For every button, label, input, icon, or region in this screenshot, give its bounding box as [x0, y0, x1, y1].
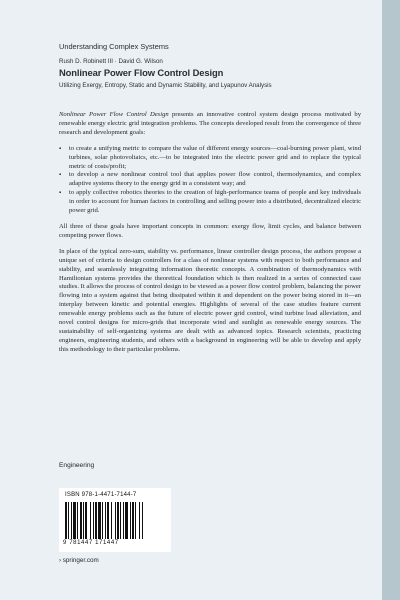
spine-strip — [382, 0, 400, 600]
book-title: Nonlinear Power Flow Control Design — [59, 67, 224, 78]
discipline-label: Engineering — [59, 462, 95, 469]
book-subtitle: Utilizing Exergy, Entropy, Static and Dynamic Stability, and Lyapunov Analysis — [59, 82, 272, 89]
author-line: Rush D. Robinett III · David G. Wilson — [59, 58, 163, 65]
blurb — [59, 111, 361, 362]
goal-item: ▪ to develop a new nonlinear control tool that applies power flow control, thermodynamics, and complex adaptive systems theory to the energy grid in a consistent way; and — [59, 171, 361, 189]
goals-list — [59, 145, 361, 216]
goal-item: ▪ to apply collective robotics theories to the creation of high-performance teams of people and key individuals in order to account for human factors in controlling and selling power into a distributed, decentralized electric power grid. — [59, 189, 361, 216]
intro-text: presents an innovative control system design process motivated by renewable energy electric grid integration problems. The concepts developed result from the convergence of three research and development goals: — [59, 111, 361, 136]
barcode-block — [59, 488, 171, 552]
publisher-url-text: springer.com — [62, 557, 99, 564]
arrow-icon: › — [59, 558, 61, 564]
barcode-digits: 9 781447 171447 — [63, 540, 119, 546]
isbn-text: ISBN 978-1-4471-7144-7 — [65, 492, 137, 498]
barcode-bars — [65, 502, 165, 539]
intro-book-title: Nonlinear Power Flow Control Design — [59, 111, 169, 118]
details-paragraph: In place of the typical zero-sum, stability vs. performance, linear controller design process, the authors propose a unique set of criteria to design controllers for a class of nonlinear systems with respect to both performance and stability, and seamlessly integrating information theoretic concepts. A combination of thermodynamics with Hamiltonian systems provides the theoretical foundation which is then realized in a series of connected case studies. It allows the process of control design to be viewed as a power flow control problem, balancing the power flowing into a system against that being dissipated within it and dependent on the power being stored in it—an interplay between kinetic and potential energies. Highlights of several of the case studies feature current renewable energy problems such as the future of electric power grid control, wind turbine load alleviation, and novel control designs for micro-grids that incorporate wind and sunlight as renewable energy sources. The sustainability of self-organizing systems are dealt with as advanced topics. Research scientists, practicing engineers, engineering students, and others with a background in engineering will be able to develop and apply this methodology to their particular problems. — [59, 247, 361, 353]
goal-item: ▪ to create a unifying metric to compare the value of different energy sources—coal-burning power plant, wind turbines, solar photovoltaics, etc.—to be integrated into the electric power grid and to replace the typical metric of costs/profit; — [59, 145, 361, 172]
intro-paragraph — [59, 111, 361, 138]
series-name: Understanding Complex Systems — [59, 42, 169, 51]
publisher-url — [59, 557, 99, 564]
summary-paragraph: All three of these goals have important concepts in common: exergy flow, limit cycles, and balance between competing power flows. — [59, 222, 361, 239]
